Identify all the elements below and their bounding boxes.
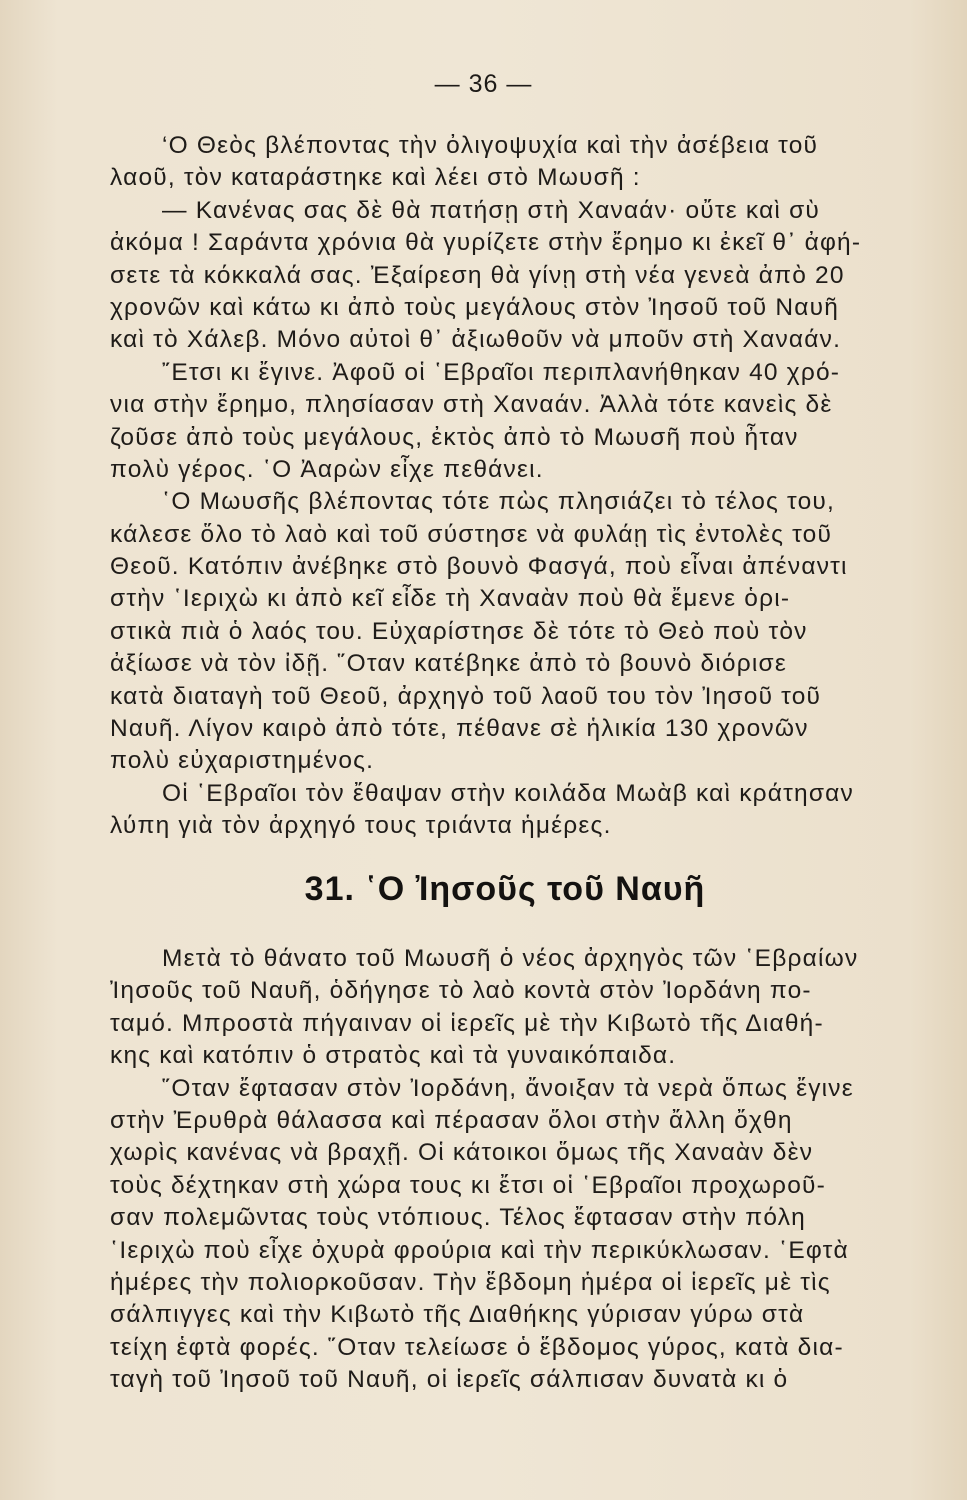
text-line: κης καὶ κατόπιν ὁ στρατὸς καὶ τὰ γυναικόπαιδα. (110, 1042, 677, 1070)
page-number: — 36 — (434, 70, 533, 98)
text-line: ζοῦσε ἀπὸ τοὺς μεγάλους, ἐκτὸς ἀπὸ τὸ Μωυσῆ ποὺ ἦταν (110, 423, 799, 451)
text-line: στὴν Ἐρυθρὰ θάλασσα καὶ πέρασαν ὅλοι στὴν ἄλλη ὄχθη (110, 1106, 793, 1134)
text-line: Θεοῦ. Κατόπιν ἀνέβηκε στὸ βουνὸ Φασγά, ποὺ εἶναι ἀπέναντι (110, 553, 848, 581)
text-line: χωρὶς κανένας νὰ βραχῇ. Οἱ κάτοικοι ὅμως τῆς Χαναὰν δὲν (110, 1139, 814, 1167)
text-line: πολὺ εὐχαριστημένος. (110, 747, 375, 775)
text-after-heading (110, 943, 910, 1396)
text-line: ῎Ετσι κι ἔγινε. Ἀφοῦ οἱ ῾Εβραῖοι περιπλανήθηκαν 40 χρό- (162, 358, 841, 386)
text-line: Ἰησοῦς τοῦ Ναυῆ, ὁδήγησε τὸ λαὸ κοντὰ στὸν Ἰορδάνη πο- (110, 977, 812, 1005)
text-line: ἀξίωσε νὰ τὸν ἰδῇ. ῞Οταν κατέβηκε ἀπὸ τὸ βουνὸ διόρισε (110, 650, 787, 678)
text-line: τοὺς δέχτηκαν στὴ χώρα τους κι ἔτσι οἱ ῾Εβραῖοι προχωροῦ- (110, 1171, 826, 1199)
text-line: τείχη ἑφτὰ φορές. ῞Οταν τελείωσε ὁ ἕβδομος γύρος, κατὰ δια- (110, 1333, 844, 1361)
text-line: ‘Ο Θεὸς βλέποντας τὴν ὀλιγοψυχία καὶ τὴν ἀσέβεια τοῦ (162, 132, 819, 159)
text-line: καὶ τὸ Χάλεβ. Μόνο αὐτοὶ θ᾿ ἀξιωθοῦν νὰ μποῦν στὴ Χαναάν. (110, 326, 842, 354)
text-line: Οἱ ῾Εβραῖοι τὸν ἔθαψαν στὴν κοιλάδα Μωὰβ καὶ κράτησαν (162, 779, 854, 807)
text-line: σάλπιγγες καὶ τὴν Κιβωτὸ τῆς Διαθήκης γύρισαν γύρω στὰ (110, 1301, 805, 1329)
text-line: ταγὴ τοῦ Ἰησοῦ τοῦ Ναυῆ, οἱ ἱερεῖς σάλπισαν δυνατὰ κι ὁ (110, 1366, 789, 1394)
text-before-heading (110, 130, 910, 843)
text-line: ταμό. Μπροστὰ πήγαιναν οἱ ἱερεῖς μὲ τὴν Κιβωτὸ τῆς Διαθή- (110, 1009, 824, 1037)
text-line: νια στὴν ἔρημο, πλησίασαν στὴ Χαναάν. Ἀλλὰ τότε κανεὶς δὲ (110, 391, 833, 419)
text-line: στὴν ῾Ιεριχὼ κι ἀπὸ κεῖ εἶδε τὴ Χαναὰν ποὺ θὰ ἔμενε ὁρι- (110, 585, 791, 613)
text-line: λαοῦ, τὸν καταράστηκε καὶ λέει στὸ Μωυσῆ : (110, 164, 641, 192)
text-line: ῾Ο Μωυσῆς βλέποντας τότε πὼς πλησιάζει τὸ τέλος του, (162, 488, 836, 516)
text-line: στικὰ πιὰ ὁ λαός του. Εὐχαρίστησε δὲ τότε τὸ Θεὸ ποὺ τὸν (110, 617, 808, 645)
text-line: σετε τὰ κόκκαλά σας. Ἐξαίρεση θὰ γίνῃ στὴ νέα γενεὰ ἀπὸ 20 (110, 261, 845, 289)
text-line: κάλεσε ὅλο τὸ λαὸ καὶ τοῦ σύστησε νὰ φυλάῃ τὶς ἐντολὲς τοῦ (110, 520, 833, 548)
text-line: σαν πολεμῶντας τοὺς ντόπιους. Τέλος ἔφτασαν στὴν πόλη (110, 1204, 806, 1232)
text-line: ἀκόμα ! Σαράντα χρόνια θὰ γυρίζετε στὴν ἔρημο κι ἐκεῖ θ᾿ ἀφή- (110, 229, 862, 257)
text-line: πολὺ γέρος. ῾Ο Ἀαρὼν εἶχε πεθάνει. (110, 455, 544, 483)
text-line: ῾Ιεριχὼ ποὺ εἶχε ὀχυρὰ φρούρια καὶ τὴν περικύκλωσαν. ῾Εφτὰ (110, 1236, 849, 1264)
text-line: ῞Οταν ἔφτασαν στὸν Ἰορδάνη, ἄνοιξαν τὰ νερὰ ὅπως ἔγινε (162, 1074, 854, 1102)
text-line: ἡμέρες τὴν πολιορκοῦσαν. Τὴν ἕβδομη ἡμέρα οἱ ἱερεῖς μὲ τὶς (110, 1268, 831, 1296)
text-line: κατὰ διαταγὴ τοῦ Θεοῦ, ἀρχηγὸ τοῦ λαοῦ του τὸν Ἰησοῦ τοῦ (110, 682, 822, 710)
text-line: Ναυῆ. Λίγον καιρὸ ἀπὸ τότε, πέθανε σὲ ἡλικία 130 χρονῶν (110, 715, 809, 743)
text-line: λύπη γιὰ τὸν ἀρχηγό τους τριάντα ἡμέρες. (110, 812, 612, 840)
text-line: χρονῶν καὶ κάτω κι ἀπὸ τοὺς μεγάλους στὸν Ἰησοῦ τοῦ Ναυῆ (110, 293, 840, 321)
text-line: Μετὰ τὸ θάνατο τοῦ Μωυσῆ ὁ νέος ἀρχηγὸς τῶν ῾Εβραίων (162, 945, 859, 972)
text-line: — Κανένας σας δὲ θὰ πατήσῃ στὴ Χαναάν· οὔτε καὶ σὺ (162, 196, 821, 224)
section-heading: 31. ῾Ο Ἰησοῦς τοῦ Ναυῆ (304, 870, 706, 908)
